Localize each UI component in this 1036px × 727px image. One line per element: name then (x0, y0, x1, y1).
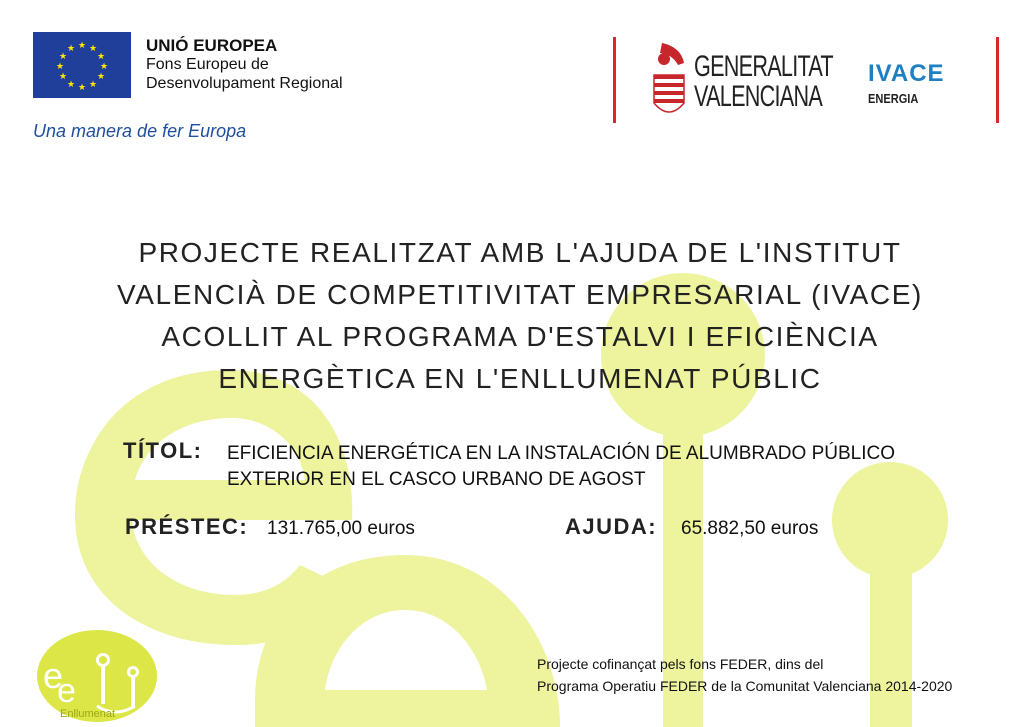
titol-value (227, 441, 895, 493)
small-logo-text: Enllumenat (60, 708, 116, 720)
project-heading (40, 232, 1000, 400)
prestec-value: 131.765,00 euros (267, 518, 415, 539)
titol-line1: EFICIENCIA ENERGÉTICA EN LA INSTALACIÓN DE ALUMBRADO PÚBLICO (227, 443, 895, 464)
eu-text-block (146, 36, 343, 93)
footer-line1: Projecte cofinançat pels fons FEDER, dins del (537, 656, 824, 672)
ivace-sub: ENERGIA (868, 91, 919, 106)
svg-text:★: ★ (96, 72, 106, 82)
svg-text:e: e (57, 672, 76, 710)
prestec-label: PRÉSTEC: (125, 514, 249, 539)
eu-fund-line2: Desenvolupament Regional (146, 75, 343, 92)
footer-line2: Programa Operatiu FEDER de la Comunitat Valenciana 2014-2020 (537, 678, 953, 694)
ajuda-label: AJUDA: (565, 514, 658, 539)
eu-title: UNIÓ EUROPEA (146, 36, 278, 55)
divider-left (613, 37, 616, 123)
svg-text:★: ★ (55, 62, 65, 72)
generalitat-emblem-icon (652, 41, 688, 117)
svg-text:e: e (43, 655, 64, 696)
eu-flag-icon (33, 32, 131, 98)
generalitat-line2: VALENCIANA (694, 80, 823, 113)
svg-text:★: ★ (77, 41, 87, 51)
titol-label: TÍTOL: (123, 438, 203, 463)
ajuda-value: 65.882,50 euros (681, 518, 819, 539)
heading-line: ENERGÈTICA EN L'ENLLUMENAT PÚBLIC (218, 363, 822, 394)
generalitat-text (694, 52, 833, 112)
svg-text:★: ★ (88, 80, 98, 90)
svg-text:★: ★ (66, 80, 76, 90)
eu-slogan: Una manera de fer Europa (33, 121, 247, 141)
ivace-logo: IVACE (868, 60, 945, 87)
svg-text:★: ★ (96, 52, 106, 62)
generalitat-line1: GENERALITAT (694, 50, 833, 83)
eu-fund-line1: Fons Europeu de (146, 56, 269, 73)
svg-text:★: ★ (66, 44, 76, 54)
heading-line: PROJECTE REALITZAT AMB L'AJUDA DE L'INSTITUT (138, 237, 902, 268)
svg-text:★: ★ (88, 44, 98, 54)
titol-line2: EXTERIOR EN EL CASCO URBANO DE AGOST (227, 469, 646, 490)
divider-right (996, 37, 999, 123)
heading-line: VALENCIÀ DE COMPETITIVITAT EMPRESARIAL (IVACE) (117, 279, 923, 310)
svg-text:★: ★ (77, 83, 87, 93)
heading-line: ACOLLIT AL PROGRAMA D'ESTALVI I EFICIÈNCIA (161, 321, 879, 352)
feder-footer (537, 653, 952, 697)
svg-text:★: ★ (58, 72, 68, 82)
svg-text:★: ★ (58, 52, 68, 62)
svg-text:★: ★ (99, 62, 109, 72)
